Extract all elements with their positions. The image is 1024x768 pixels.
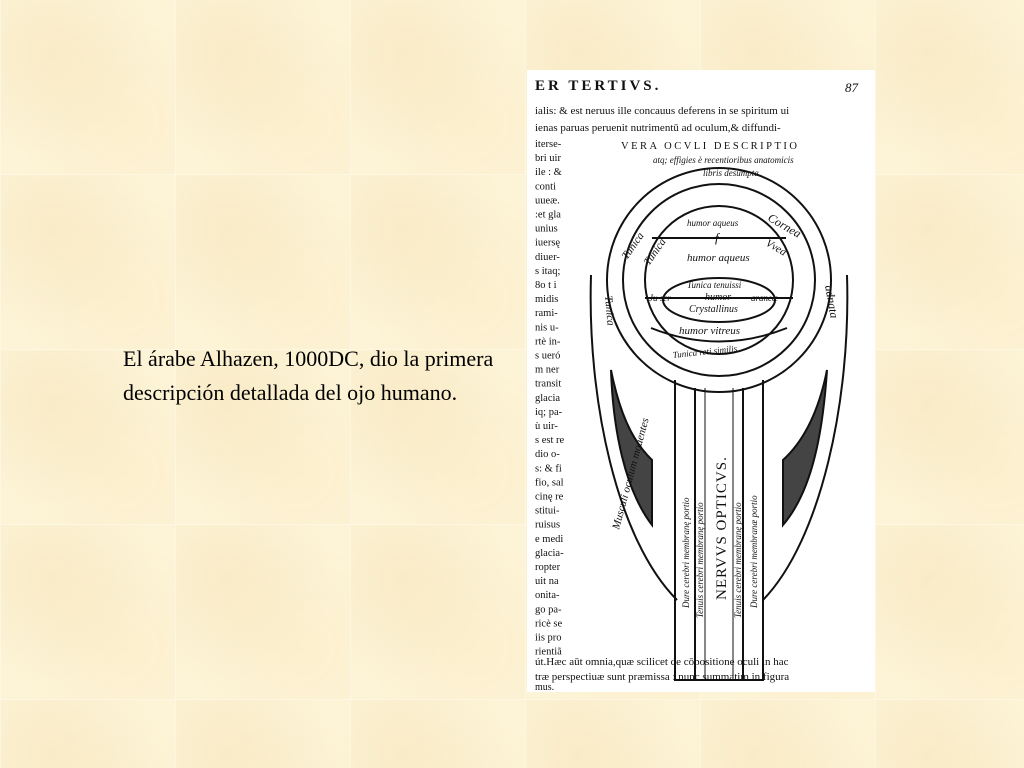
left-column-line: iuersę — [535, 237, 561, 249]
left-column-line: ruisus — [535, 519, 561, 531]
left-column-line: s est re — [535, 435, 565, 447]
label-nerve-l1: Dure cerebri membranę portio — [681, 497, 691, 608]
left-column-line: rami- — [535, 308, 558, 320]
label-humor-aqueus: humor aqueus — [687, 252, 750, 264]
left-column-line: s itaq; — [535, 265, 561, 277]
left-column-line: rtè in- — [535, 336, 561, 348]
left-column-line: conti — [535, 181, 556, 193]
label-humor-crystallinus-1: humor — [705, 292, 732, 303]
left-text-column — [535, 139, 564, 658]
plate-subheading-2: libris desumpta. — [703, 168, 762, 178]
left-column-line: ropter — [535, 562, 561, 573]
left-column-line: iq; pa- — [535, 406, 563, 418]
left-column-line: e medi — [535, 533, 564, 545]
left-column-line: diuer- — [535, 251, 560, 263]
label-nerve-r2: Dure cerebri membranæ portio — [749, 495, 759, 608]
label-nerve-l2: Tenuis cerebri membranę portio — [695, 502, 705, 618]
slide-caption: El árabe Alhazen, 1000DC, dio la primera descripción detallada del ojo humano. — [123, 346, 494, 405]
label-f: f — [715, 230, 719, 245]
left-column-line: dio o- — [535, 449, 560, 461]
left-column-line: go pa- — [535, 604, 562, 616]
left-column-line: midis — [535, 294, 559, 306]
left-column-line: ile : & — [535, 167, 562, 179]
label-aranea: araneæ — [751, 293, 778, 303]
left-column-line: s: & fi — [535, 463, 562, 475]
label-tunica-reti: Tunica reti similis — [672, 343, 738, 360]
label-nervus-opticus: NERVVS OPTICVS. — [714, 456, 730, 600]
right-muscle — [783, 370, 827, 525]
label-tunica-inner: Tunica — [641, 236, 669, 268]
left-column-line: glacia- — [535, 547, 564, 559]
label-musculi: Musculi oculum mouentes — [610, 416, 652, 531]
label-ju-scr: Ju scr — [649, 293, 671, 303]
bottom-line-2: træ perspectiuæ sunt præmissa : nunc summatim in figura — [535, 671, 790, 683]
left-column-line: fio, sal — [535, 477, 564, 489]
left-column-line: 8o t i — [535, 280, 557, 291]
left-column-line: iterse- — [535, 139, 562, 150]
label-tunica-outer: Tunica — [619, 230, 647, 262]
left-column-line: transit — [535, 378, 562, 390]
left-column-line: stitui- — [535, 505, 560, 517]
plate-heading: VERA OCVLI DESCRIPTIO — [621, 141, 800, 152]
left-column-line: m ner — [535, 364, 560, 376]
eye-anatomy-plate — [527, 70, 875, 692]
left-column-line: ricè se — [535, 618, 563, 630]
plate-subheading-1: atq; effigies è recentioribus anatomicis — [653, 155, 794, 165]
left-column-line: onita- — [535, 590, 560, 602]
top-line-2: ienas paruas peruenit nutrimentū ad oculum,& diffundi- — [535, 122, 781, 134]
page-number: 87 — [845, 80, 858, 95]
running-head: ER TERTIVS. — [535, 78, 662, 94]
left-column-line: bri uir — [535, 153, 561, 165]
left-column-line: iis pro — [535, 632, 562, 644]
label-tunica-tenuissima: Tunica tenuissi — [687, 280, 742, 290]
bottom-line-1: út.Hæc aūt omnia,quæ scilicet de cōpositione oculi in hac — [535, 656, 789, 668]
left-column-line: :et gla — [535, 209, 561, 221]
label-uvea: Vvea — [763, 237, 789, 259]
bottom-line-3: mus. — [535, 682, 555, 692]
left-column-line: uueæ. — [535, 195, 560, 207]
label-humor-aqueus-top: humor aqueus — [687, 218, 739, 228]
label-humor-vitreus: humor vitreus — [679, 325, 741, 337]
left-column-line: glacia — [535, 392, 561, 404]
label-cornea: Cornea — [765, 210, 804, 241]
left-column-line: uit na — [535, 576, 559, 588]
left-column-line: unius — [535, 223, 558, 235]
label-adnata: adnata — [822, 284, 842, 320]
left-column-line: nis u- — [535, 322, 559, 334]
label-nerve-r1: Tenuis cerebri membranę portio — [733, 502, 743, 618]
label-tunica-side: Tunica — [602, 295, 617, 327]
left-column-line: ù uir- — [535, 421, 558, 432]
left-column-line: s ueró — [535, 350, 561, 362]
label-humor-crystallinus-2: Crystallinus — [689, 304, 738, 315]
top-line-1: ialis: & est neruus ille concauus deferens in se spiritum ui — [535, 105, 790, 117]
left-column-line: cinę re — [535, 491, 564, 503]
left-column-line: rientiã — [535, 646, 562, 658]
